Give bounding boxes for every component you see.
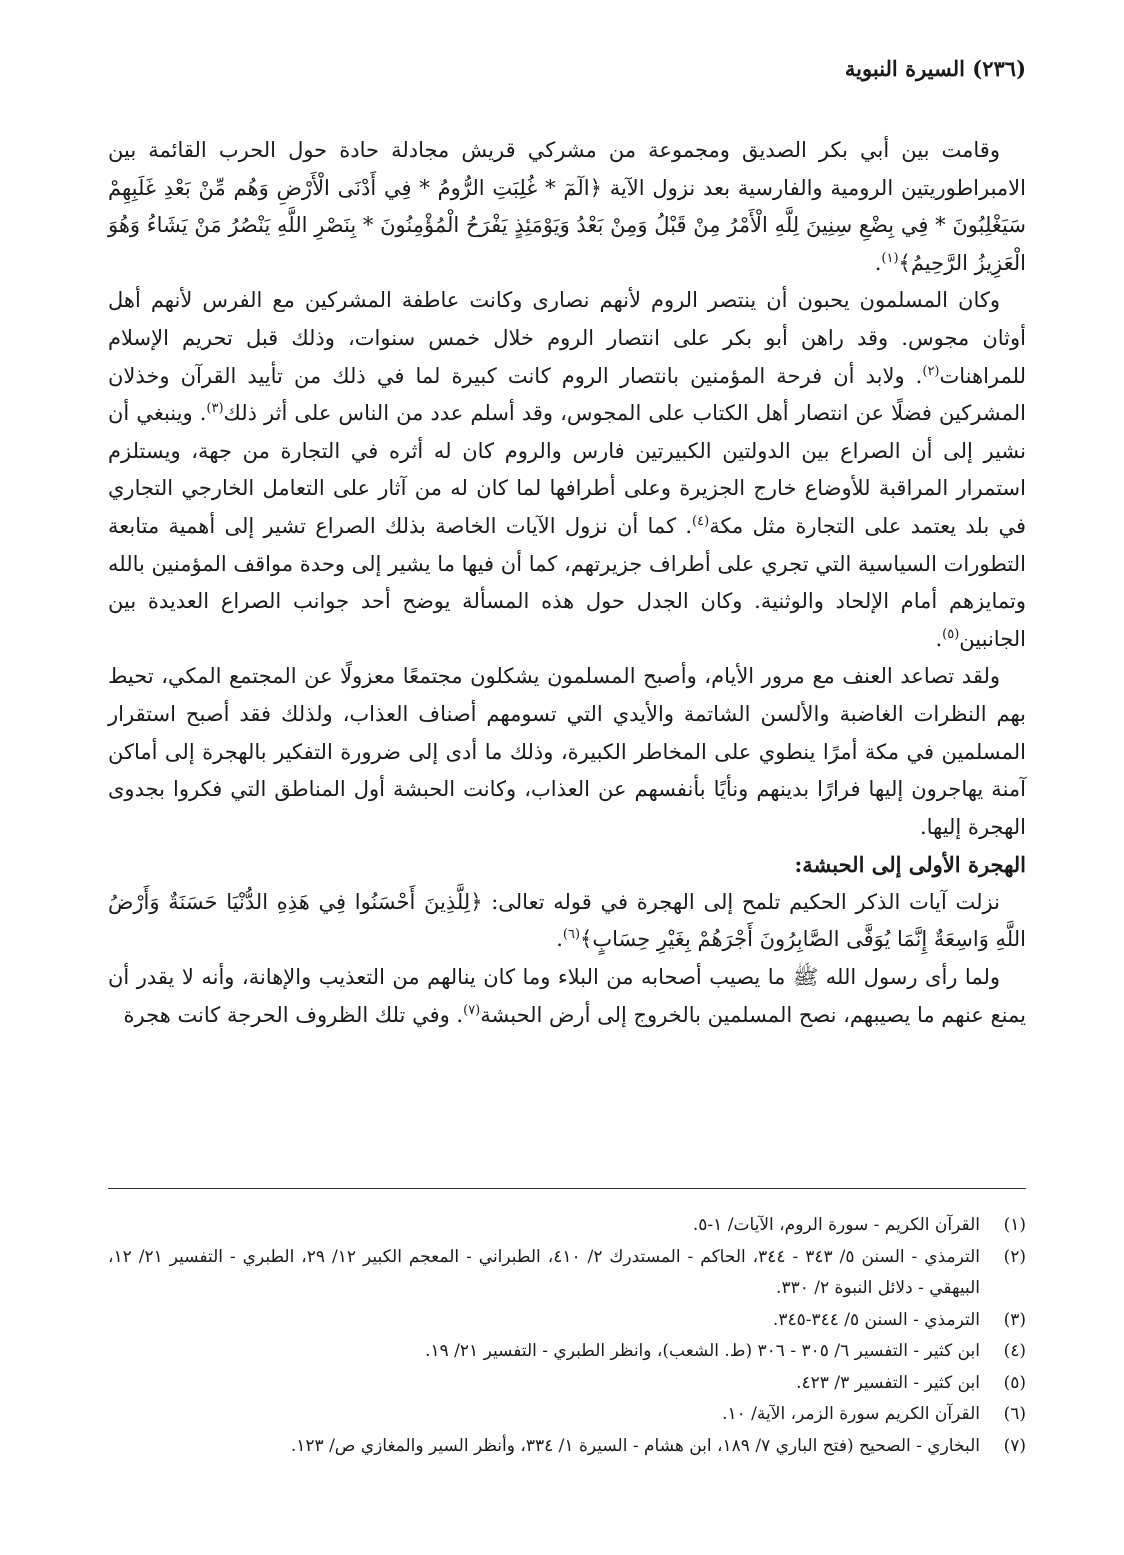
quran-verse-rum: ﴿الٓمٓ * غُلِبَتِ الرُّومُ * فِي أَدْنَى الْأَرْضِ وَهُم مِّنْ بَعْدِ غَلَبِهِمْ سَيَغْلِبُونَ * فِي بِضْعِ سِنِينَ لِلَّهِ الْأَمْرُ مِنْ قَبْلُ وَمِنْ بَعْدُ وَيَوْمَئِذٍ يَفْرَحُ الْمُؤْمِنُونَ * بِنَصْرِ اللَّهِ يَنْصُرُ مَنْ يَشَاءُ وَهُوَ الْعَزِيزُ الرَّحِيمُ﴾ bbox=[108, 175, 1026, 275]
footnote-text: البخاري - الصحيح (فتح الباري ٧/ ١٨٩، ابن هشام - السيرة ١/ ٣٣٤، وأنظر السير والمغازي ص/ ١٢٣. bbox=[290, 1435, 980, 1456]
running-header: (٢٣٦) السيرة النبوية bbox=[844, 56, 1026, 81]
footnote-item bbox=[108, 1399, 1026, 1431]
footnote-ref-2[interactable]: (٢) bbox=[922, 363, 940, 379]
footnote-number: (٢) bbox=[1003, 1246, 1026, 1267]
footnote-number: (٤) bbox=[1003, 1341, 1026, 1361]
footnote-item bbox=[108, 1210, 1026, 1242]
paragraph-muslims-romans: وكان المسلمون يحبون أن ينتصر الروم لأنهم نصارى وكانت عاطفة المشركين مع الفرس لأنهم أهل أوثان مجوس. وقد راهن أبو بكر على انتصار الروم خلال خمس سنوات، وذلك قبل تحريم الإسلام للمراهنات$^{(٢)}$. ولابد أن فرحة المؤمنين بانتصار الروم كانت كبيرة لما في ذلك من تأييد القرآن وخذلان المشركين فضلًا عن انتصار أهل الكتاب على المجوس، وقد أسلم عدد من الناس على أثر ذلك$^{(٣)}$. وينبغي أن نشير إلى أن الصراع بين الدولتين الكبيرتين فارس والروم كان له أثره في التجارة من جهة، ويستلزم استمرار المراقبة للأوضاع خارج الجزيرة وعلى أطرافها لما كان له من آثار على التعامل الخارجي التجاري في بلد يعتمد على التجارة مثل مكة$^{(٤)}$. كما أن نزول الآيات الخاصة بذلك الصراع تشير إلى أهمية متابعة التطورات السياسية التي تجري على أطراف جزيرتهم، كما أن فيها ما يشير إلى وحدة مواقف المؤمنين بالله وتمايزهم أمام الإلحاد والوثنية. وكان الجدل حول هذه المسألة يوضح أحد جوانب الصراع العديدة بين الجانبين$^{(٥)}$. bbox=[108, 288, 1027, 651]
footnote-item bbox=[108, 1242, 1026, 1305]
footnote-ref-1[interactable]: (١) bbox=[881, 250, 899, 266]
footnote-ref-4[interactable]: (٤) bbox=[692, 513, 710, 529]
footnote-item bbox=[108, 1305, 1026, 1337]
footnote-ref-3[interactable]: (٣) bbox=[206, 401, 224, 417]
paragraph-violence: ولقد تصاعد العنف مع مرور الأيام، وأصبح المسلمون يشكلون مجتمعًا معزولًا عن المجتمع المكي، تحيط بهم النظرات الغاضبة والألسن الشاتمة والأيدي التي تسومهم أصناف العذاب، ولذلك فقد أصبح استقرار المسلمين في مكة أمرًا ينطوي على المخاطر الكبيرة، وذلك ما أدى إلى ضرورة التفكير بالهجرة إلى أماكن آمنة يهاجرون إليها فرارًا بدينهم ونأيًا بأنفسهم عن العذاب، وكانت الحبشة أول المناطق التي فكروا بجدوى الهجرة إليها. bbox=[108, 664, 1026, 839]
footnote-text: ابن كثير - التفسير ٦/ ٣٠٥ - ٣٠٦ (ط. الشعب)، وانظر الطبري - التفسير ٢١/ ١٩. bbox=[425, 1341, 980, 1361]
footnote-ref-6[interactable]: (٦) bbox=[562, 927, 581, 943]
footnote-ref-5[interactable]: (٥) bbox=[942, 626, 960, 642]
footnote-text: الترمذي - السنن ٥/ ٣٤٤-٣٤٥. bbox=[772, 1309, 980, 1330]
paragraph-roman-war: وقامت بين أبي بكر الصديق ومجموعة من مشركي قريش مجادلة حادة حول الحرب القائمة بين الامبراطوريتين الرومية والفارسية بعد نزول الآية ﴿الٓمٓ * غُلِبَتِ الرُّومُ * فِي أَدْنَى الْأَرْضِ وَهُم مِّنْ بَعْدِ غَلَبِهِمْ سَيَغْلِبُونَ * فِي بِضْعِ سِنِينَ لِلَّهِ الْأَمْرُ مِنْ قَبْلُ وَمِنْ بَعْدُ وَيَوْمَئِذٍ يَفْرَحُ الْمُؤْمِنُونَ * بِنَصْرِ اللَّهِ يَنْصُرُ مَنْ يَشَاءُ وَهُوَ الْعَزِيزُ الرَّحِيمُ﴾$^{(١)}$. bbox=[108, 138, 1026, 275]
paragraph-verse-hijra: نزلت آيات الذكر الحكيم تلمح إلى الهجرة في قوله تعالى: ﴿لِلَّذِينَ أَحْسَنُوا فِي هَذِهِ الدُّنْيَا حَسَنَةٌ وَأَرْضُ اللَّهِ وَاسِعَةٌ إِنَّمَا يُوَفَّى الصَّابِرُونَ أَجْرَهُمْ بِغَيْرِ حِسَابٍ﴾$^{(٦)}$. bbox=[108, 889, 1026, 952]
footnote-text: القرآن الكريم - سورة الروم، الآيات/ ١-٥. bbox=[692, 1215, 980, 1235]
footnote-ref-7[interactable]: (٧) bbox=[463, 1002, 481, 1018]
section-heading: الهجرة الأولى إلى الحبشة: bbox=[794, 852, 1026, 878]
footnote-item bbox=[108, 1336, 1026, 1368]
footnote-item bbox=[108, 1431, 1026, 1463]
footnote-item bbox=[108, 1368, 1026, 1400]
footnote-number: (٧) bbox=[1003, 1435, 1026, 1456]
footnote-text: ابن كثير - التفسير ٣/ ٤٢٣. bbox=[796, 1372, 980, 1393]
footnote-number: (١) bbox=[1003, 1215, 1026, 1235]
footnote-number: (٥) bbox=[1003, 1372, 1026, 1393]
footnote-number: (٦) bbox=[1003, 1404, 1026, 1424]
footnotes-list bbox=[108, 1210, 1026, 1462]
footnote-text: الترمذي - السنن ٥/ ٣٤٣ - ٣٤٤، الحاكم - المستدرك ٢/ ٤١٠، الطبراني - المعجم الكبير ١٢/ ٢٩، الطبري - التفسير ٢١/ ١٢، البيهقي - دلائل النبوة ٢/ ٣٣٠. bbox=[108, 1246, 981, 1298]
quran-verse-zumar: ﴿لِلَّذِينَ أَحْسَنُوا فِي هَذِهِ الدُّنْيَا حَسَنَةٌ وَأَرْضُ اللَّهِ وَاسِعَةٌ إِنَّمَا يُوَفَّى الصَّابِرُونَ أَجْرَهُمْ بِغَيْرِ حِسَابٍ﴾ bbox=[108, 889, 1026, 952]
main-text bbox=[108, 132, 1026, 1034]
paragraph-abyssinia: ولما رأى رسول الله ﷺ ما يصيب أصحابه من البلاء وما كان ينالهم من التعذيب والإهانة، وأنه لا يقدر أن يمنع عنهم ما يصيبهم، نصح المسلمين بالخروج إلى أرض الحبشة$^{(٧)}$. وفي تلك الظروف الحرجة كانت هجرة bbox=[108, 965, 1026, 1027]
footnote-number: (٣) bbox=[1003, 1309, 1026, 1330]
footnote-text: القرآن الكريم سورة الزمر، الآية/ ١٠. bbox=[722, 1404, 980, 1424]
book-page bbox=[108, 0, 1026, 1555]
footnote-divider bbox=[108, 1188, 1026, 1189]
